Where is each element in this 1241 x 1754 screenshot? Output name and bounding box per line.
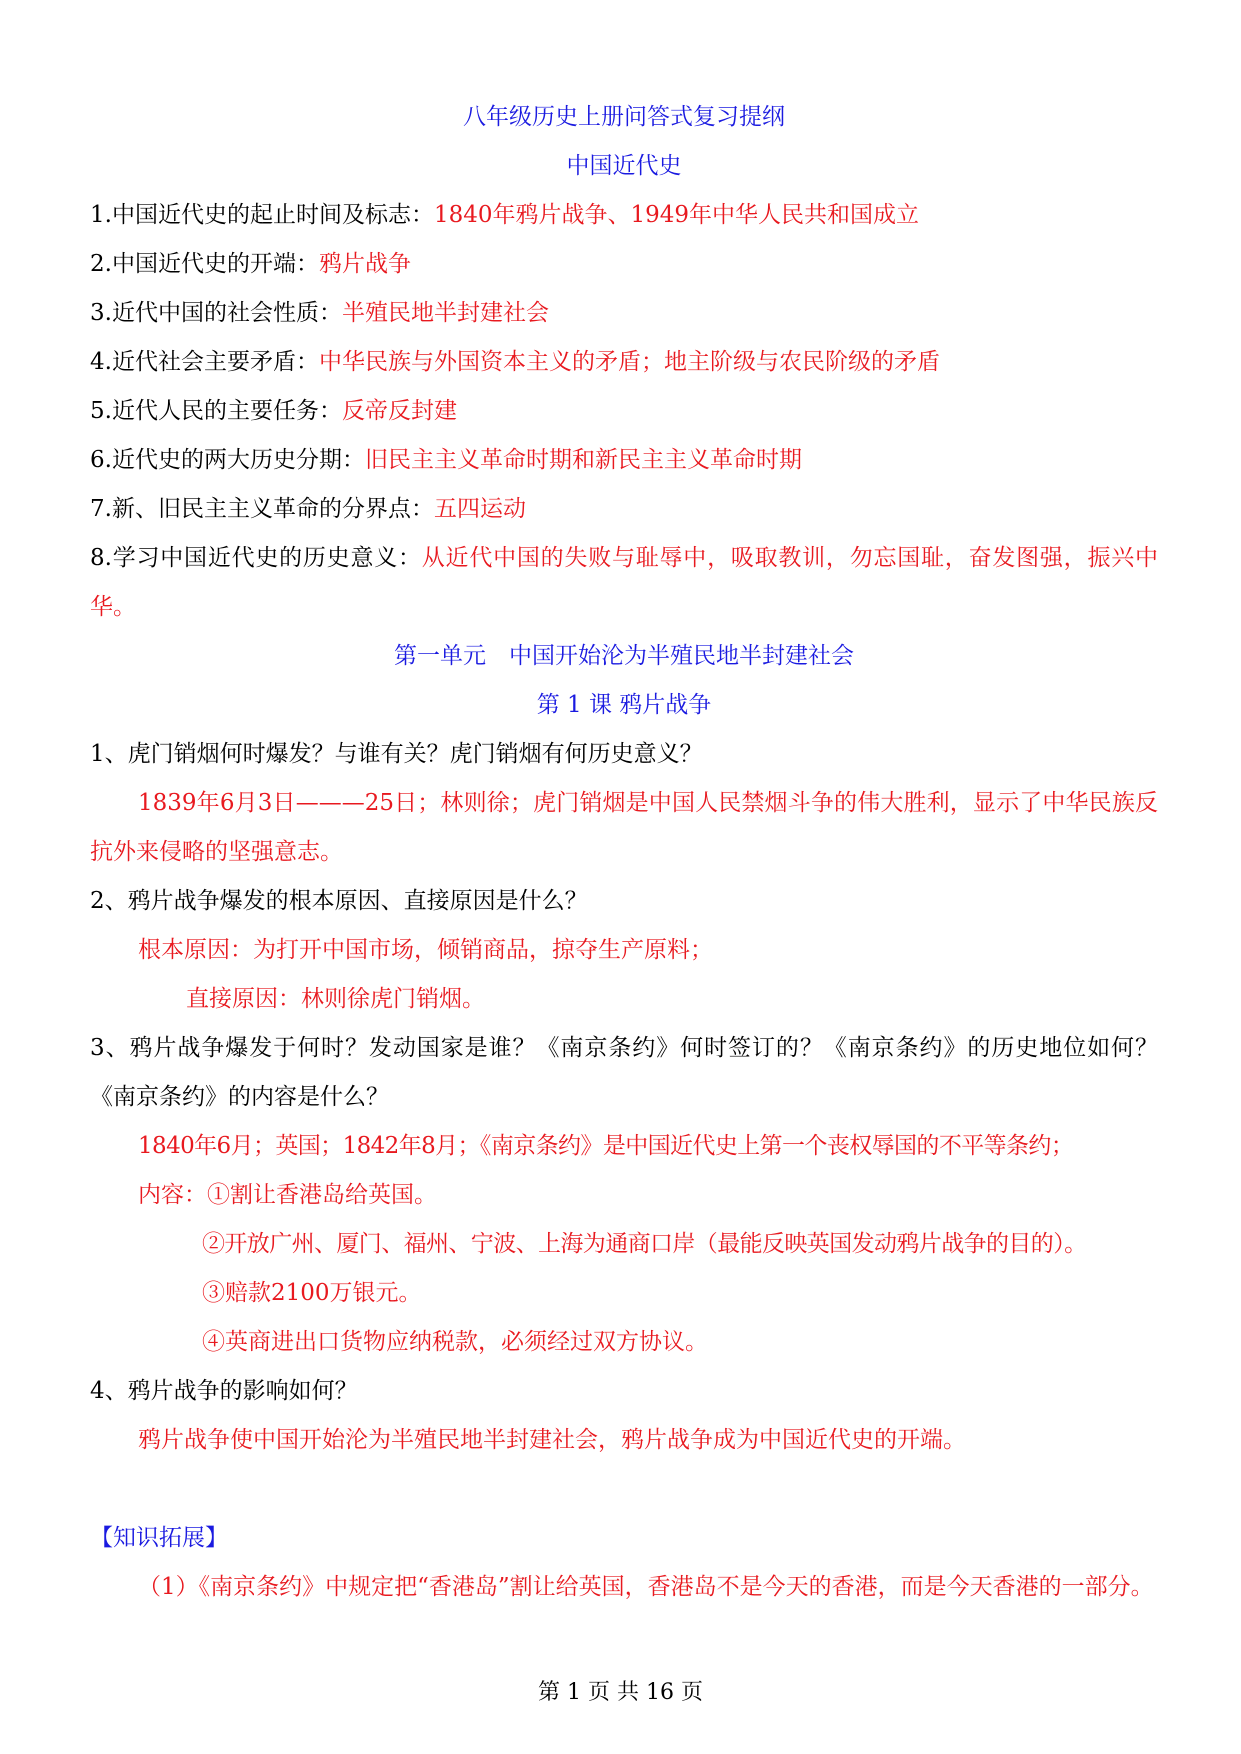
section-title: 中国近代史	[566, 153, 682, 179]
extension-paragraph	[90, 1563, 1158, 1612]
document-title: 八年级历史上册问答式复习提纲	[463, 104, 785, 130]
answer-3-content-2: ②开放广州、厦门、福州、宁波、上海为通商口岸（最能反映英国发动鸦片战争的目的）。	[202, 1231, 1087, 1257]
item-answer: 中华民族与外国资本主义的矛盾；地主阶级与农民阶级的矛盾	[318, 349, 940, 375]
outline-item	[90, 240, 1158, 289]
item-answer: 鸦片战争	[318, 251, 411, 277]
answer-2-direct-cause: 直接原因：林则徐虎门销烟。	[186, 986, 485, 1012]
answer-3-content-4: ④英商进出口货物应纳税款，必须经过双方协议。	[202, 1329, 708, 1355]
answer-3-content-1: 内容：①割让香港岛给英国。	[138, 1182, 437, 1208]
outline-item	[90, 485, 1158, 534]
question-4: 4、鸦片战争的影响如何？	[90, 1378, 358, 1404]
outline-item	[90, 338, 1158, 387]
outline-item	[90, 191, 1158, 240]
answer-2-root-cause: 根本原因：为打开中国市场，倾销商品，掠夺生产原料；	[138, 937, 713, 963]
answer-1: 1839年6月3日———25日；林则徐；虎门销烟是中国人民禁烟斗争的伟大胜利，显示了中华民族反抗外来侵略的坚强意志。	[90, 790, 1158, 865]
item-question: 2.中国近代史的开端：	[90, 251, 319, 277]
item-answer: 旧民主主义革命时期和新民主主义革命时期	[364, 447, 802, 473]
item-answer: 五四运动	[433, 496, 526, 522]
item-question: 6.近代史的两大历史分期：	[90, 447, 365, 473]
outline-item	[90, 387, 1158, 436]
question-1: 1、虎门销烟何时爆发？与谁有关？虎门销烟有何历史意义？	[90, 741, 703, 767]
question-2: 2、鸦片战争爆发的根本原因、直接原因是什么？	[90, 888, 588, 914]
item-question: 8.学习中国近代史的历史意义：	[90, 545, 422, 571]
item-question: 7.新、旧民主主义革命的分界点：	[90, 496, 434, 522]
answer-3-summary: 1840年6月；英国；1842年8月；《南京条约》是中国近代史上第一个丧权辱国的不平等条约；	[138, 1133, 1074, 1159]
outline-item	[90, 534, 1158, 632]
item-question: 5.近代人民的主要任务：	[90, 398, 342, 424]
item-question: 1.中国近代史的起止时间及标志：	[90, 202, 434, 228]
item-answer: 反帝反封建	[341, 398, 457, 424]
answer-3-content-3: ③赔款2100万银元。	[202, 1280, 422, 1306]
item-answer: 1840年鸦片战争、1949年中华人民共和国成立	[433, 202, 920, 228]
extension-text: （1）《南京条约》中规定把“香港岛”割让给英国，香港岛不是今天的香港，而是今天香港的一部分。	[138, 1574, 1154, 1600]
outline-item	[90, 436, 1158, 485]
question-3: 3、鸦片战争爆发于何时？发动国家是谁？《南京条约》何时签订的？《南京条约》的历史地位如何？《南京条约》的内容是什么？	[90, 1035, 1158, 1110]
item-question: 4.近代社会主要矛盾：	[90, 349, 319, 375]
item-answer: 半殖民地半封建社会	[341, 300, 549, 326]
page-footer: 第 1 页 共 16 页	[538, 1680, 703, 1705]
item-question: 3.近代中国的社会性质：	[90, 300, 342, 326]
lesson-title: 第 1 课 鸦片战争	[536, 692, 712, 718]
spacer	[90, 1465, 1158, 1514]
outline-item	[90, 289, 1158, 338]
extension-heading: 【知识拓展】	[90, 1525, 228, 1551]
answer-4: 鸦片战争使中国开始沦为半殖民地半封建社会，鸦片战争成为中国近代史的开端。	[138, 1427, 966, 1453]
unit-title: 第一单元 中国开始沦为半殖民地半封建社会	[394, 643, 854, 669]
item-answer: 从近代中国的失败与耻辱中，吸取教训，勿忘国耻，奋发图强，振兴中华。	[90, 545, 1158, 620]
document-page	[90, 93, 1158, 1612]
